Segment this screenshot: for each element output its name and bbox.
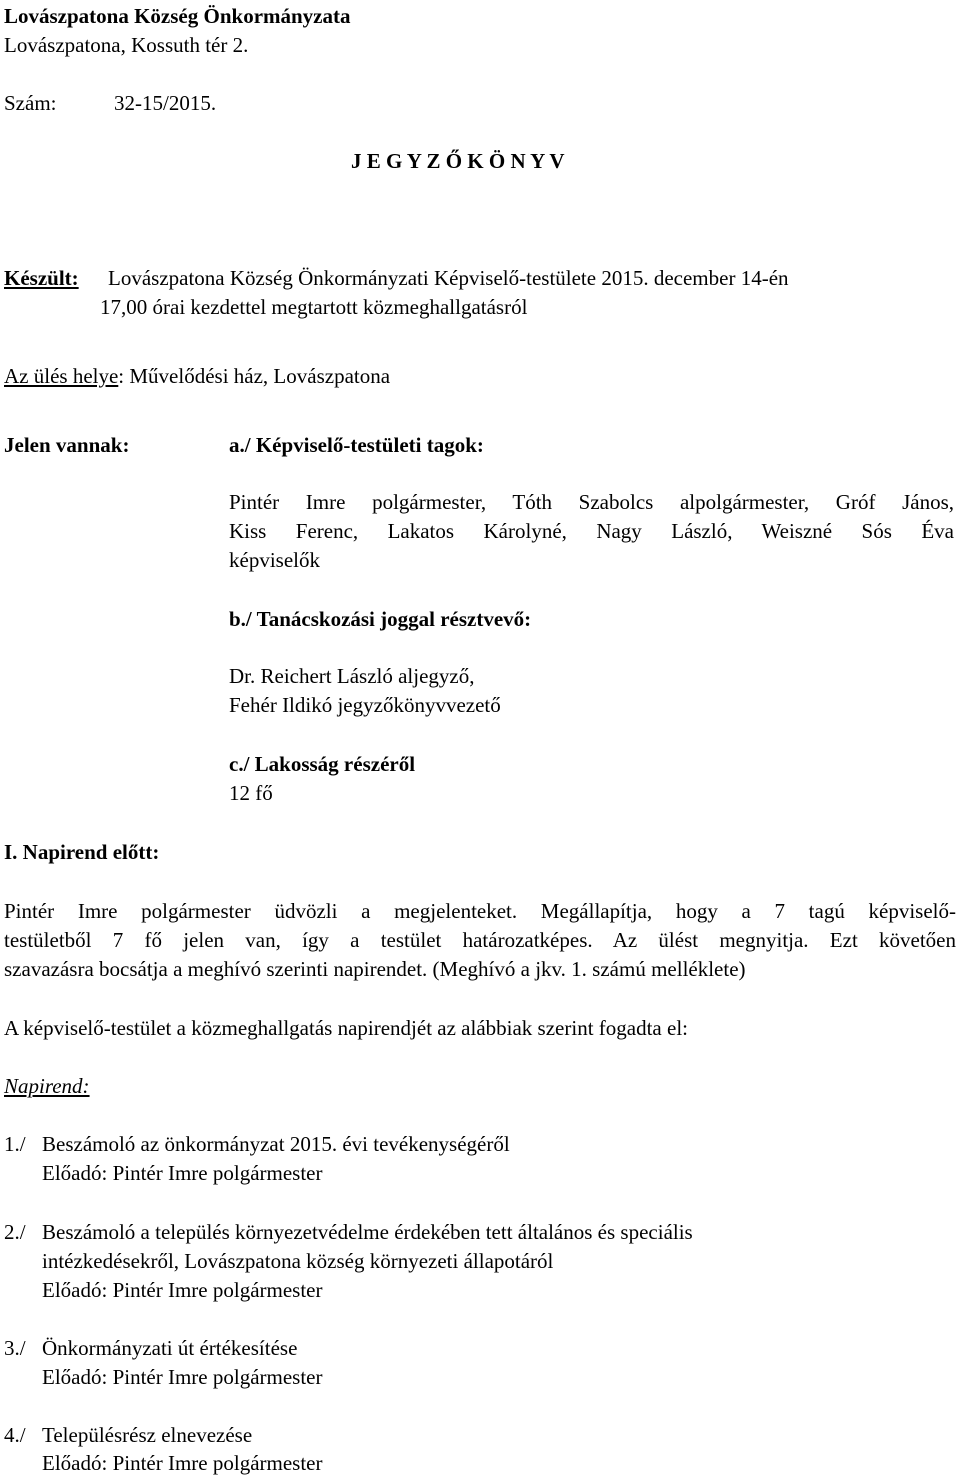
document-title: J E G Y Z Ő K Ö N Y V xyxy=(351,149,565,173)
members-line-2: Kiss Ferenc, Lakatos Károlyné, Nagy László, Weiszné Sós Éva xyxy=(229,519,954,543)
advisory-line-1: Dr. Reichert László aljegyző, xyxy=(229,664,475,688)
agenda-item-3-title: Önkormányzati út értékesítése xyxy=(42,1336,298,1360)
advisory-line-2: Fehér Ildikó jegyzőkönyvvezető xyxy=(229,693,501,717)
advisory-heading: b./ Tanácskozási joggal résztvevő: xyxy=(229,607,532,631)
document-number-label: Szám: xyxy=(4,91,57,115)
agenda-item-2-number: 2./ xyxy=(4,1220,26,1244)
before-agenda-label: I. Napirend előtt: xyxy=(4,840,160,864)
agenda-accepted-text: A képviselő-testület a közmeghallgatás napirendjét az alábbiak szerint fogadta el: xyxy=(4,1016,688,1040)
members-line-3: képviselők xyxy=(229,548,320,572)
opening-paragraph-line-1: Pintér Imre polgármester üdvözli a megjelenteket. Megállapítja, hogy a 7 tagú képviselő- xyxy=(4,899,956,923)
agenda-item-4-title: Településrész elnevezése xyxy=(42,1423,253,1447)
agenda-label: Napirend: xyxy=(4,1074,90,1098)
attendees-label: Jelen vannak: xyxy=(4,433,130,457)
agenda-item-2-title-cont: intézkedésekről, Lovászpatona község környezeti állapotáról xyxy=(42,1249,554,1273)
made-line-1: Lovászpatona Község Önkormányzati Képviselő-testülete 2015. december 14-én xyxy=(108,266,789,290)
residents-count: 12 fő xyxy=(229,781,273,805)
org-name: Lovászpatona Község Önkormányzata xyxy=(4,4,351,28)
org-address: Lovászpatona, Kossuth tér 2. xyxy=(4,33,249,57)
made-line-2: 17,00 órai kezdettel megtartott közmeghallgatásról xyxy=(100,295,528,319)
agenda-item-4-number: 4./ xyxy=(4,1423,26,1447)
location-label: Az ülés helye xyxy=(4,364,119,388)
residents-heading: c./ Lakosság részéről xyxy=(229,752,416,776)
document-number-value: 32-15/2015. xyxy=(114,91,217,115)
agenda-item-3-presenter: Előadó: Pintér Imre polgármester xyxy=(42,1365,323,1389)
agenda-item-1-number: 1./ xyxy=(4,1132,26,1156)
agenda-item-2-presenter: Előadó: Pintér Imre polgármester xyxy=(42,1278,323,1302)
agenda-item-4-presenter: Előadó: Pintér Imre polgármester xyxy=(42,1451,323,1475)
members-heading: a./ Képviselő-testületi tagok: xyxy=(229,433,484,457)
agenda-item-3-number: 3./ xyxy=(4,1336,26,1360)
made-label: Készült: xyxy=(4,266,79,290)
opening-paragraph-line-2: testületből 7 fő jelen van, így a testület határozatképes. Az ülést megnyitja. Ezt követően xyxy=(4,928,956,952)
location-value: : Művelődési ház, Lovászpatona xyxy=(118,364,391,388)
agenda-item-1-title: Beszámoló az önkormányzat 2015. évi tevékenységéről xyxy=(42,1132,510,1156)
agenda-item-2-title: Beszámoló a település környezetvédelme érdekében tett általános és speciális xyxy=(42,1220,693,1244)
meeting-location xyxy=(4,362,390,391)
members-line-1: Pintér Imre polgármester, Tóth Szabolcs alpolgármester, Gróf János, xyxy=(229,490,954,514)
agenda-item-1-presenter: Előadó: Pintér Imre polgármester xyxy=(42,1161,323,1185)
opening-paragraph-line-3: szavazásra bocsátja a meghívó szerinti napirendet. (Meghívó a jkv. 1. számú melléklete) xyxy=(4,957,746,981)
